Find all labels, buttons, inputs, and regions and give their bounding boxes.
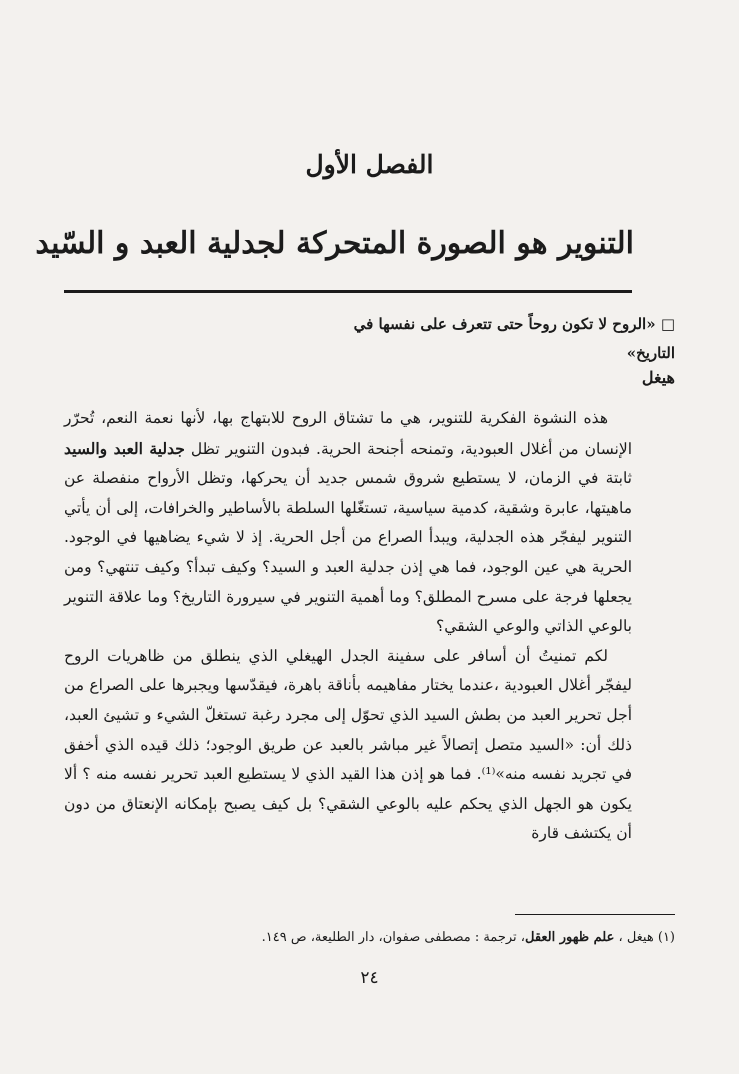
footnote-number: (١) (657, 930, 675, 945)
paragraph-1-end: ثابتة في الزمان، لا يستطيع شروق شمس جديد أن يحركها، وتظل الأرواح منفصلة عن ماهيتها، عابرة وشقية، كدمية سياسية، تستغّلها السلطة بالأساطير والخرافات، إلى أن يأتي التنوير ليفجّر هذه الجدلية، ويبدأ الصراع من أجل الحرية. إذ لا شيء يضاهيها في الوجود. الحرية هي عين الوجود، فما هي إذن جدلية العبد و السيد؟ وكيف تبدأ؟ وكيف تنتهي؟ ومن يجعلها فرجة على مسرح المطلق؟ وما أهمية التنوير في سيرورة التاريخ؟ وما علاقة التنوير بالوعي الذاتي والوعي الشقي؟ (64, 469, 632, 636)
footnote-details: ، ترجمة : مصطفى صفوان، دار الطليعة، ص ١٤٩. (261, 930, 525, 945)
epigraph-quote: □ «الروح لا تكون روحاً حتى تتعرف على نفسها في التاريخ» (353, 315, 675, 362)
chapter-title: التنوير هو الصورة المتحركة لجدلية العبد و السّيد (35, 226, 634, 261)
paragraph-1-start: هذه النشوة الفكرية للتنوير، هي ما تشتاق الروح للابتهاج بها، لأنها نعمة النعم، تُحرّر الإنسان من أغلال العبودية، وتمنحه أجنحة الحرية. فبدون التنوير تظل (64, 409, 633, 458)
paragraph-1 (64, 404, 632, 642)
bold-term: جدلية العبد والسيد (64, 438, 185, 458)
chapter-label: الفصل الأول (305, 150, 434, 179)
page-number: ٢٤ (360, 968, 379, 988)
title-underline (64, 290, 632, 293)
footnote (107, 928, 675, 948)
epigraph-author: هيغل (641, 368, 675, 387)
footnote-separator (515, 914, 675, 915)
body-text (64, 404, 632, 849)
footnote-author: هيغل ، (614, 930, 658, 945)
footnote-book-title: علم ظهور العقل (524, 930, 615, 945)
paragraph-2: لكم تمنيتُ أن أسافر على سفينة الجدل الهيغلي الذي ينطلق من ظاهريات الروح ليفجّر أغلال العبودية ،عندما يختار مفاهيمه بأناقة باهرة، فيقدّسها ويجبرها على الصراع من أجل تحرير العبد من بطش السيد الذي تحوّل إلى مجرد رغبة تستغلّ الشيء و تشيئ العبد، ذلك أن: «السيد متصل إتصالاً غير مباشر بالعبد عن طريق الوجود؛ ذلك قيده الذي أخفق في تجريد نفسه منه»⁽¹⁾. فما هو إذن هذا القيد الذي لا يستطيع العبد تحرير نفسه منه ؟ ألا يكون هو الجهل الذي يحكم عليه بالوعي الشقي؟ بل كيف يصبح بإمكانه الإنعتاق من دون أن يكتشف قارة (64, 646, 632, 843)
